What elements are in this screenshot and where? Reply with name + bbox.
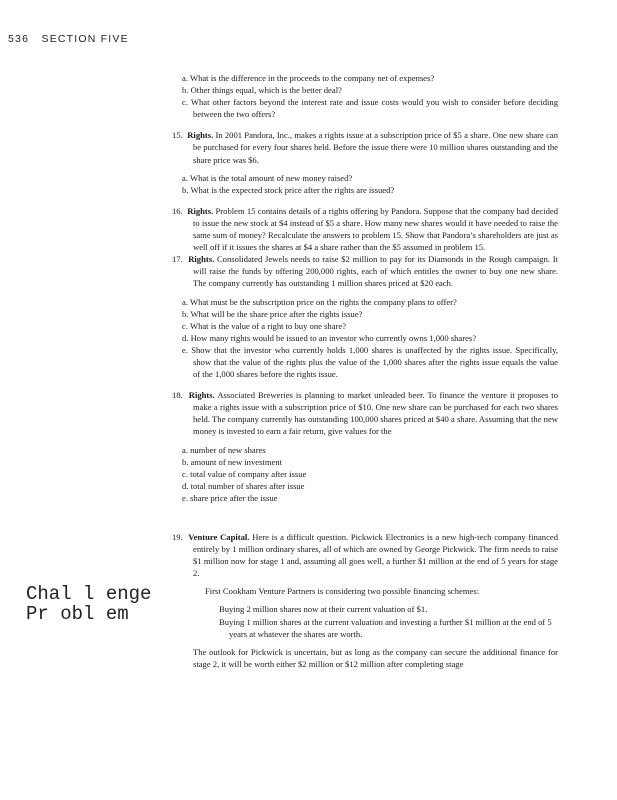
problem-16	[172, 205, 558, 253]
challenge-heading-line1: Chal l enge	[26, 583, 152, 605]
financing-option-1: Buying 2 million shares now at their current valuation of $1.	[219, 604, 428, 615]
problem-text: Consolidated Jewels needs to raise $2 million to pay for its Diamonds in the Rough campaign. It will raise the funds by offering 200,000 rights, each of which entitles the owner to buy one new share. The company currently has outstanding 1 million shares priced at $20 each.	[193, 254, 558, 289]
problem-number: 16.	[172, 205, 183, 216]
problem-text: Here is a difficult question. Pickwick Electronics is a new high-tech company financed entirely by 1 million ordinary shares, all of which are owned by George Pickwick. The firm needs to raise $1 million now for stage 1 and, assuming all goes well, a further $1 million at the end of 5 years for stage 2.	[193, 532, 559, 579]
list-item: d. How many rights would be issued to an investor who currently owns 1,000 shares?	[182, 332, 477, 343]
problem-number: 19.	[172, 532, 183, 542]
problem-title: Venture Capital.	[188, 532, 250, 542]
problem-number: 18.	[172, 390, 183, 401]
list-item: a. What must be the subscription price on the rights the company plans to offer?	[182, 296, 457, 307]
list-item: a. What is the total amount of new money raised?	[182, 172, 353, 183]
problem-list	[172, 72, 558, 670]
list-item: d. total number of shares after issue	[182, 480, 305, 491]
challenge-paragraph: The outlook for Pickwick is uncertain, but as long as the company can secure the additional finance for stage 2, it will be worth either $2 million or $12 million after completing stage	[193, 646, 558, 669]
challenge-problem-heading	[26, 584, 151, 624]
problem-title: Rights.	[188, 390, 215, 401]
section-title: SECTION FIVE	[41, 33, 129, 45]
problem-15	[172, 129, 558, 165]
problem-title: Rights.	[187, 130, 214, 141]
problem-18	[172, 389, 558, 437]
list-item: b. Other things equal, which is the better deal?	[182, 85, 342, 96]
list-item: e. share price after the issue	[182, 492, 278, 503]
list-item: a. number of new shares	[182, 444, 266, 455]
problem-text: Problem 15 contains details of a rights offering by Pandora. Suppose that the company had decided to issue the new stock at $4 instead of $5 a share. How many new shares would it have needed to raise the same sum of money? Recalculate the answers to problem 15. Show that Pandora’s shareholders are just as well off if it issues the shares at $4 a share rather than the $5 assumed in problem 15.	[193, 205, 558, 253]
problem-number: 17.	[172, 254, 183, 265]
problem-title: Rights.	[187, 205, 214, 216]
challenge-heading-line2: Pr obl em	[26, 603, 129, 625]
problem-number: 15.	[172, 130, 183, 141]
running-header	[8, 33, 129, 45]
list-item: c. total value of company after issue	[182, 468, 307, 479]
list-item: b. What is the expected stock price after the rights are issued?	[182, 184, 395, 195]
page-number: 536	[8, 33, 30, 45]
list-item: e. Show that the investor who currently holds 1,000 shares is unaffected by the rights issue. Specifically, show that the value of the rights plus the value of the 1,000 shares after the rights issue equals the value of the 1,000 shares before the rights issue.	[182, 344, 558, 380]
problem-19	[172, 531, 558, 579]
financing-option-2: Buying 1 million shares at the current valuation and investing a further $1 million at the end of 5 years at whatever the shares are worth.	[219, 616, 552, 639]
problem-text: In 2001 Pandora, Inc., makes a rights issue at a subscription price of $5 a share. One new share can be purchased for every four shares held. Before the issue there were 10 million shares outstanding and the share price was $6.	[193, 130, 559, 165]
list-item: b. amount of new investment	[182, 456, 283, 467]
list-item: a. What is the difference in the proceeds to the company net of expenses?	[182, 73, 435, 83]
list-item: b. What will be the share price after the rights issue?	[182, 308, 363, 319]
problem-17	[172, 253, 558, 289]
challenge-paragraph: First Cookham Venture Partners is considering two possible financing schemes:	[205, 586, 480, 597]
problem-text: Associated Breweries is planning to market unleaded beer. To finance the venture it proposes to make a rights issue with a subscription price of $10. One new share can be purchased for each two shares held. The company currently has outstanding 100,000 shares priced at $40 a share. Assuming that the new money is invested to earn a fair return, give values for the	[193, 390, 558, 437]
list-item: c. What is the value of a right to buy one share?	[182, 320, 347, 331]
problem-title: Rights.	[188, 254, 215, 265]
list-item: c. What other factors beyond the interest rate and issue costs would you wish to consider before deciding between the two offers?	[182, 97, 558, 120]
